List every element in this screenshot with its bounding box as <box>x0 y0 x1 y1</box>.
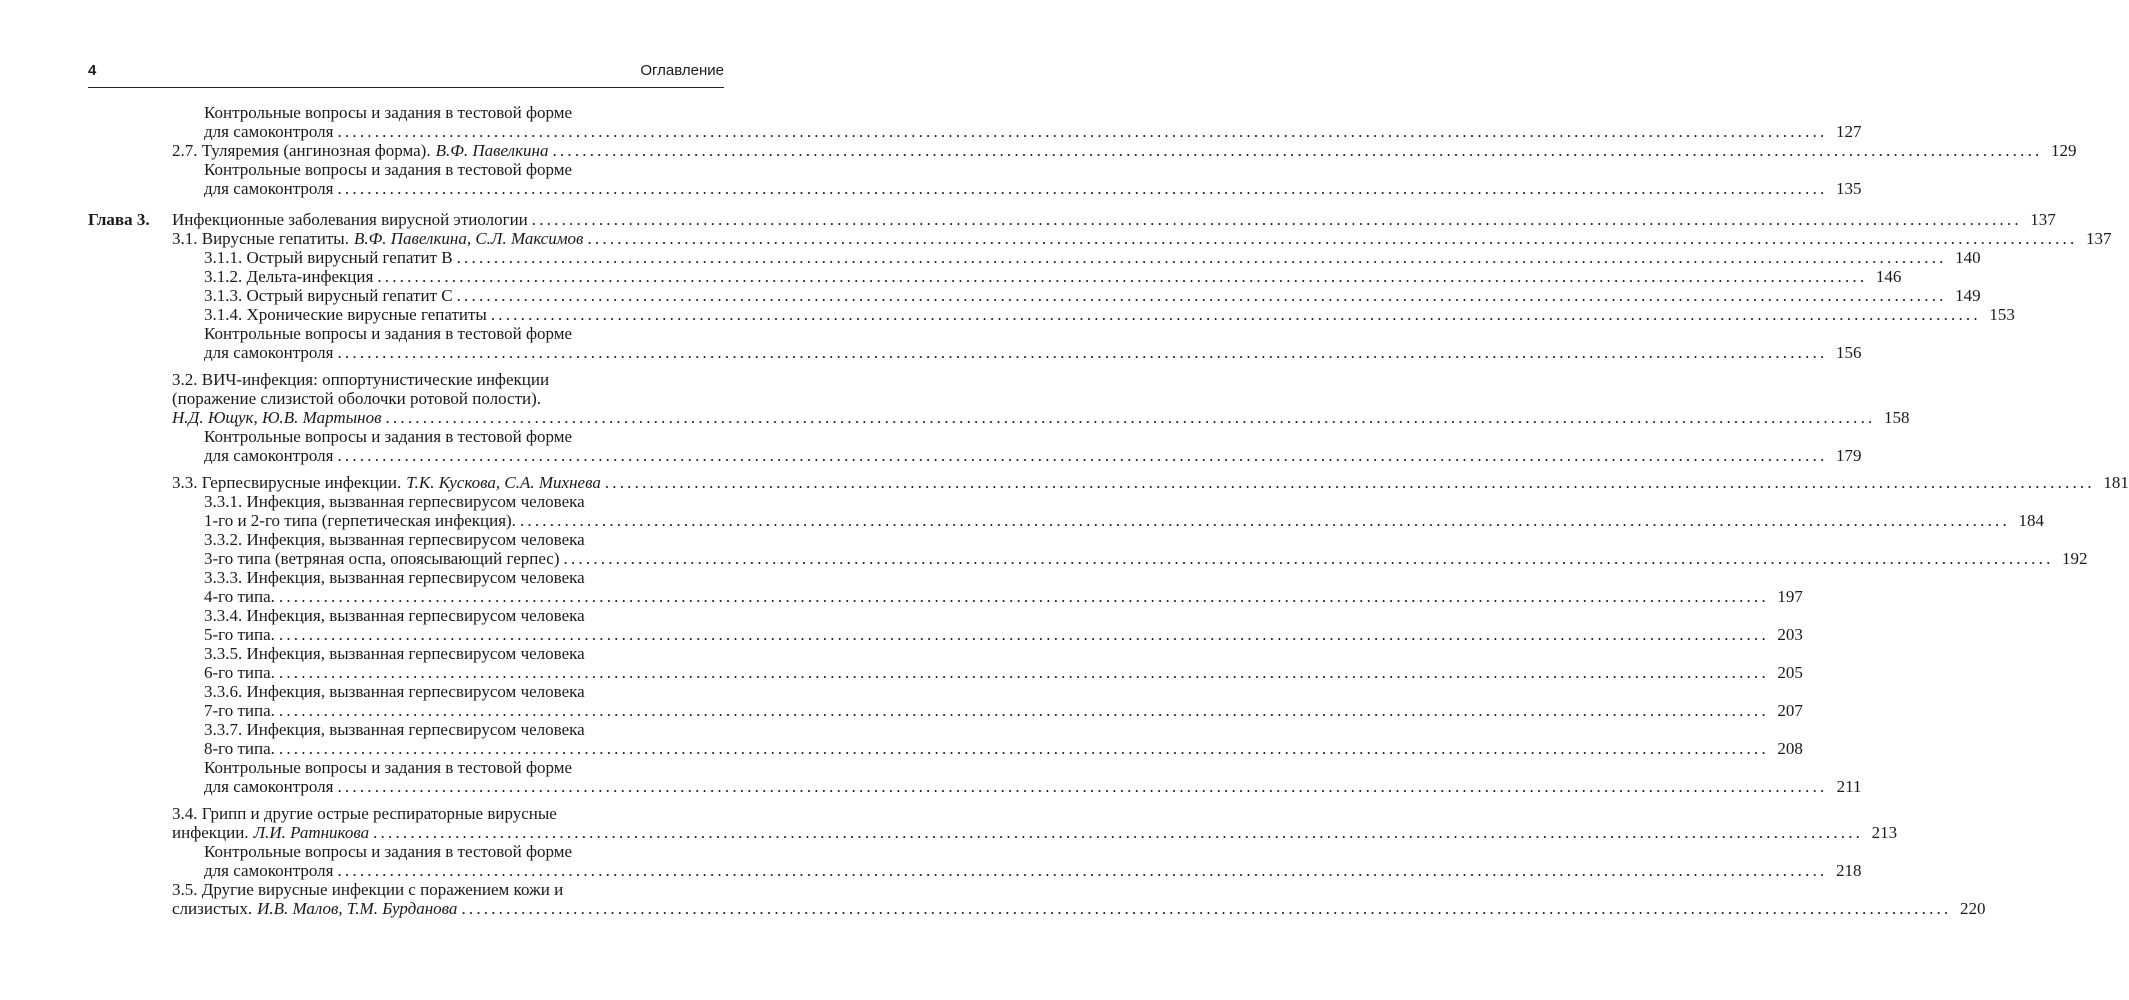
toc-entry-text: 3.2. ВИЧ-инфекция: оппортунистические инфекции <box>172 370 550 389</box>
toc-entry-text: 3.3.4. Инфекция, вызванная герпесвирусом человека <box>204 606 585 625</box>
toc-entry <box>88 530 724 549</box>
dot-leader: ........................................................................................................................................................................................................ <box>337 179 1828 198</box>
toc-entry-author: Н.Д. Ющук, Ю.В. Мартынов <box>172 408 382 427</box>
toc-page-number: 153 <box>1989 305 2015 324</box>
chapter-label: Глава 3. <box>88 210 150 229</box>
toc-entry <box>88 720 724 739</box>
toc-page-number: 192 <box>2062 549 2088 568</box>
toc-page-number: 179 <box>1835 446 1862 465</box>
dot-leader: ........................................................................................................................................................................................................ <box>519 511 2010 530</box>
toc-entry-title: для самоконтроля <box>204 343 334 362</box>
toc-page-number: 127 <box>1835 122 1862 141</box>
toc-entry <box>88 663 1803 682</box>
dot-leader: ........................................................................................................................................................................................................ <box>337 777 1828 796</box>
toc-page-number: 205 <box>1777 663 1803 682</box>
dot-leader: ........................................................................................................................................................................................................ <box>278 701 1769 720</box>
toc-entry <box>88 408 1910 427</box>
toc-page-number: 197 <box>1777 587 1803 606</box>
dot-leader: ........................................................................................................................................................................................................ <box>456 286 1947 305</box>
toc-entry-text: Контрольные вопросы и задания в тестовой форме <box>204 758 573 777</box>
toc-entry <box>88 682 724 701</box>
toc-entry <box>88 625 1803 644</box>
toc-page-number: 220 <box>1959 899 1986 918</box>
toc-entry-title: 2.7. Туляремия (ангинозная форма). <box>172 141 431 160</box>
toc-entry <box>88 804 724 823</box>
running-header <box>88 62 724 84</box>
toc-page-number: 158 <box>1883 408 1910 427</box>
toc-entry-title: 3.1.4. Хронические вирусные гепатиты <box>204 305 487 324</box>
dot-leader: ........................................................................................................................................................................................................ <box>456 248 1947 267</box>
toc-page-number: 156 <box>1835 343 1862 362</box>
running-title: Оглавление <box>640 62 724 79</box>
toc-entry-text: Контрольные вопросы и задания в тестовой форме <box>204 842 573 861</box>
toc-page-number: 218 <box>1835 861 1862 880</box>
toc-entry <box>88 324 724 343</box>
toc-entry <box>88 777 1862 796</box>
toc-entry <box>88 229 2112 248</box>
dot-leader: ........................................................................................................................................................................................................ <box>337 343 1828 362</box>
toc-entry-title: для самоконтроля <box>204 179 334 198</box>
toc-entry-text: (поражение слизистой оболочки ротовой полости). <box>172 389 542 408</box>
table-of-contents <box>88 103 2129 918</box>
toc-entry-title: для самоконтроля <box>204 446 334 465</box>
toc-page-number: 149 <box>1955 286 1981 305</box>
dot-leader: ........................................................................................................................................................................................................ <box>385 408 1876 427</box>
toc-entry <box>88 606 724 625</box>
dot-leader: ........................................................................................................................................................................................................ <box>337 861 1828 880</box>
dot-leader: ........................................................................................................................................................................................................ <box>337 446 1828 465</box>
toc-entry <box>88 842 724 861</box>
toc-entry-text: 3.3.3. Инфекция, вызванная герпесвирусом человека <box>204 568 585 587</box>
toc-entry <box>88 644 724 663</box>
dot-leader: ........................................................................................................................................................................................................ <box>377 267 1868 286</box>
toc-entry-author: В.Ф. Павелкина <box>435 141 549 160</box>
toc-entry <box>88 587 1803 606</box>
toc-entry <box>88 370 724 408</box>
entry-spacer <box>88 796 724 804</box>
toc-entry-title: 1-го и 2-го типа (герпетическая инфекция). <box>204 511 516 530</box>
toc-entry <box>88 343 1862 362</box>
toc-entry <box>88 160 724 179</box>
dot-leader: ........................................................................................................................................................................................................ <box>278 625 1769 644</box>
toc-entry-author: Т.К. Кускова, С.А. Михнева <box>406 473 601 492</box>
toc-entry-text: 3.4. Грипп и другие острые респираторные вирусные <box>172 804 557 823</box>
toc-page-number: 208 <box>1777 739 1803 758</box>
toc-entry-title: 3.1.3. Острый вирусный гепатит C <box>204 286 453 305</box>
toc-entry <box>88 267 1902 286</box>
dot-leader: ........................................................................................................................................................................................................ <box>278 663 1769 682</box>
toc-entry <box>88 248 1981 267</box>
toc-entry <box>88 758 724 777</box>
toc-entry-title: 3-го типа (ветряная оспа, опоясывающий герпес) <box>204 549 560 568</box>
toc-page-number: 211 <box>1836 777 1862 796</box>
toc-page-number: 135 <box>1835 179 1862 198</box>
toc-entry-author: И.В. Малов, Т.М. Бурданова <box>257 899 458 918</box>
toc-entry-title: 8-го типа. <box>204 739 275 758</box>
toc-entry-title: 3.1.1. Острый вирусный гепатит B <box>204 248 453 267</box>
toc-entry-title: Инфекционные заболевания вирусной этиологии <box>172 210 528 229</box>
toc-entry-title: для самоконтроля <box>204 861 334 880</box>
toc-entry <box>88 286 1981 305</box>
toc-entry <box>88 511 2044 530</box>
toc-entry-text: Контрольные вопросы и задания в тестовой форме <box>204 427 573 446</box>
toc-entry-title: 7-го типа. <box>204 701 275 720</box>
toc-entry <box>88 880 724 899</box>
toc-page-number: 146 <box>1875 267 1902 286</box>
toc-entry-text: 3.3.1. Инфекция, вызванная герпесвирусом человека <box>204 492 585 511</box>
toc-entry-text: 3.3.2. Инфекция, вызванная герпесвирусом человека <box>204 530 585 549</box>
toc-entry <box>88 427 724 446</box>
toc-entry-title: 6-го типа. <box>204 663 275 682</box>
toc-entry-text: Контрольные вопросы и задания в тестовой форме <box>204 103 573 122</box>
entry-spacer <box>88 198 724 210</box>
toc-entry <box>88 492 724 511</box>
toc-entry-title: 3.1.2. Дельта-инфекция <box>204 267 374 286</box>
entry-spacer <box>88 362 724 370</box>
toc-page-number: 137 <box>2030 210 2056 229</box>
toc-entry-author: Л.И. Ратникова <box>253 823 370 842</box>
dot-leader: ........................................................................................................................................................................................................ <box>490 305 1981 324</box>
dot-leader: ........................................................................................................................................................................................................ <box>373 823 1864 842</box>
page-number: 4 <box>88 62 97 79</box>
toc-page-number: 213 <box>1871 823 1898 842</box>
toc-entry <box>88 549 2088 568</box>
toc-entry-text: 3.5. Другие вирусные инфекции с поражением кожи и <box>172 880 564 899</box>
toc-entry <box>88 739 1803 758</box>
toc-page-number: 129 <box>2050 141 2077 160</box>
toc-entry <box>88 305 2015 324</box>
toc-entry-text: 3.3.5. Инфекция, вызванная герпесвирусом человека <box>204 644 585 663</box>
dot-leader: ........................................................................................................................................................................................................ <box>461 899 1952 918</box>
toc-entry <box>88 861 1862 880</box>
toc-entry <box>88 210 2056 229</box>
dot-leader: ........................................................................................................................................................................................................ <box>587 229 2078 248</box>
toc-entry <box>88 141 2077 160</box>
toc-entry <box>88 179 1862 198</box>
toc-entry-title: слизистых. <box>172 899 253 918</box>
toc-entry-author: В.Ф. Павелкина, С.Л. Максимов <box>353 229 584 248</box>
toc-entry-title: 5-го типа. <box>204 625 275 644</box>
toc-entry-text: 3.3.6. Инфекция, вызванная герпесвирусом человека <box>204 682 585 701</box>
entry-spacer <box>88 465 724 473</box>
header-rule <box>88 87 724 88</box>
toc-entry <box>88 473 2129 492</box>
toc-entry-title: 3.1. Вирусные гепатиты. <box>172 229 349 248</box>
dot-leader: ........................................................................................................................................................................................................ <box>563 549 2054 568</box>
toc-page-number: 203 <box>1777 625 1803 644</box>
toc-entry <box>88 122 1862 141</box>
toc-entry <box>88 568 724 587</box>
toc-entry <box>88 103 724 122</box>
toc-entry-title: инфекции. <box>172 823 249 842</box>
toc-page-number: 207 <box>1777 701 1803 720</box>
toc-entry <box>88 446 1862 465</box>
toc-entry <box>88 701 1803 720</box>
toc-entry-title: для самоконтроля <box>204 777 334 796</box>
toc-entry <box>88 823 1898 842</box>
toc-entry-text: Контрольные вопросы и задания в тестовой форме <box>204 324 573 343</box>
toc-entry-title: для самоконтроля <box>204 122 334 141</box>
toc-page-number: 184 <box>2018 511 2044 530</box>
toc-entry-title: 3.3. Герпесвирусные инфекции. <box>172 473 402 492</box>
toc-entry-text: 3.3.7. Инфекция, вызванная герпесвирусом человека <box>204 720 585 739</box>
dot-leader: ........................................................................................................................................................................................................ <box>604 473 2095 492</box>
toc-entry-title: 4-го типа. <box>204 587 275 606</box>
toc-page-number: 140 <box>1955 248 1981 267</box>
dot-leader: ........................................................................................................................................................................................................ <box>278 739 1769 758</box>
toc-page-number: 181 <box>2103 473 2129 492</box>
dot-leader: ........................................................................................................................................................................................................ <box>278 587 1769 606</box>
dot-leader: ........................................................................................................................................................................................................ <box>552 141 2043 160</box>
toc-entry <box>88 899 1986 918</box>
toc-entry-text: Контрольные вопросы и задания в тестовой форме <box>204 160 573 179</box>
dot-leader: ........................................................................................................................................................................................................ <box>337 122 1828 141</box>
dot-leader: ........................................................................................................................................................................................................ <box>531 210 2022 229</box>
toc-page-number: 137 <box>2085 229 2112 248</box>
